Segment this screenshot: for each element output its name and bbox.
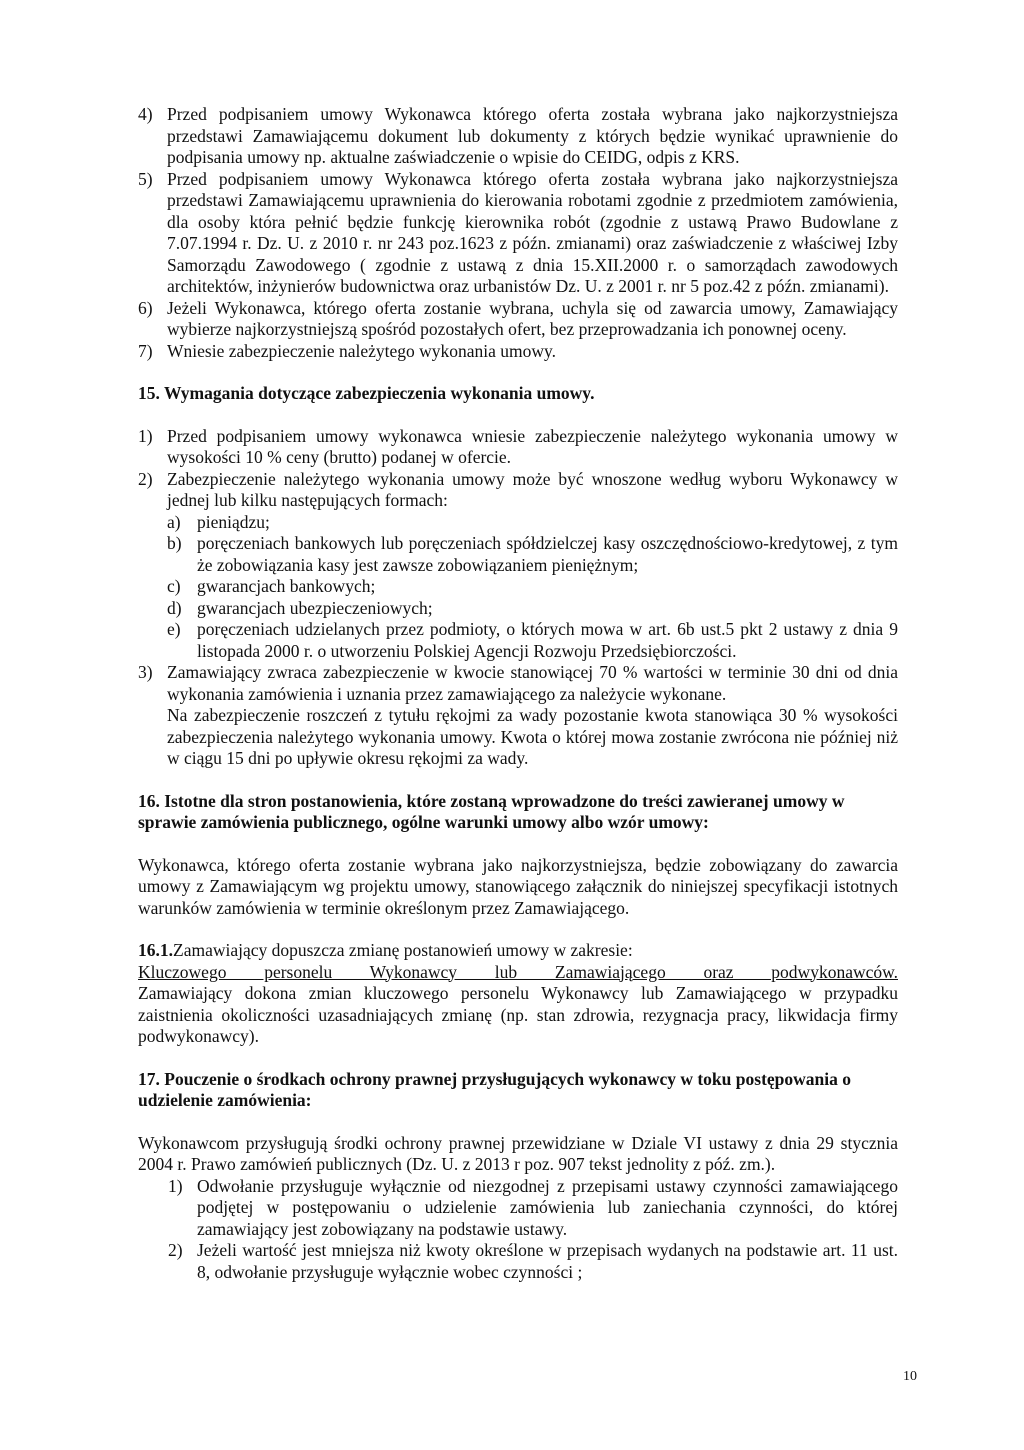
section-16-1-text: Zamawiający dokona zmian kluczowego personelu Wykonawcy lub Zamawiającego w przypadku zaistnienia okoliczności uzasadniających zmianę (np. stan zdrowia, rezygnacja pracy, likwidacja firmy podwykonawcy). bbox=[138, 983, 898, 1046]
list-item bbox=[167, 533, 898, 576]
list-item bbox=[167, 619, 898, 662]
item-letter: d) bbox=[167, 597, 182, 618]
list-item bbox=[167, 598, 898, 620]
list-item bbox=[168, 1240, 898, 1283]
item-text: Wniesie zabezpieczenie należytego wykonania umowy. bbox=[167, 340, 557, 361]
list-item bbox=[138, 298, 898, 341]
list-item bbox=[167, 512, 898, 534]
item-text: Przed podpisaniem umowy Wykonawca którego oferta została wybrana jako najkorzystniejsza przedstawi Zamawiającemu uprawnienia do kierowania robotami zgodnie z przedmiotem zamówienia, dla osoby która pełnić będzie funkcję kierownika robót (zgodnie z ustawą Prawo Budowlane z 7.07.1994 r. Dz. U. z 2010 r. nr 243 poz.1623 z późn. zmianami) oraz zaświadczenie z właściwej Izby Samorządu Zawodowego ( zgodnie z ustawą z dnia 15.XII.2000 r. o samorządach zawodowych architektów, inżynierów budownictwa oraz urbanistów Dz. U. z 2001 r. nr 5 poz.42 z późn. zmianami). bbox=[167, 168, 898, 296]
list-item bbox=[138, 426, 898, 469]
list-item bbox=[138, 341, 898, 363]
section-17-list bbox=[168, 1176, 898, 1284]
item-text: gwarancjach bankowych; bbox=[197, 576, 376, 596]
section-15-list bbox=[138, 426, 898, 770]
item-letter: c) bbox=[167, 576, 181, 596]
section-15-heading bbox=[138, 383, 898, 405]
item-text: Zamawiający zwraca zabezpieczenie w kwocie stanowiącej 70 % wartości w terminie 30 dni od dnia wykonania zamówienia i uznania przez zamawiającego za należycie wykonane. bbox=[167, 662, 898, 704]
item-text: poręczeniach bankowych lub poręczeniach spółdzielczej kasy oszczędnościowo-kredytowej, z tym że zobowiązania kasy jest zawsze zobowiązaniem pieniężnym; bbox=[197, 533, 898, 575]
section-number: 17. bbox=[138, 1068, 160, 1089]
section-title: Pouczenie o środkach ochrony prawnej przysługujących wykonawcy w toku postępowania o udzielenie zamówienia: bbox=[138, 1068, 852, 1110]
item-text: Odwołanie przysługuje wyłącznie od niezgodnej z przepisami ustawy czynności zamawiającego podjętej w postępowaniu o udzielenie zamówienia lub zaniechania czynności, do której zamawiający jest zobowiązany na podstawie ustawy. bbox=[197, 1175, 898, 1239]
item-number: 2) bbox=[168, 1240, 183, 1260]
list-item bbox=[167, 576, 898, 598]
item-number: 6) bbox=[138, 297, 153, 318]
item-text: Jeżeli wartość jest mniejsza niż kwoty określone w przepisach wydanych na podstawie art. 11 ust. 8, odwołanie przysługuje wyłącznie wobec czynności ; bbox=[197, 1240, 898, 1282]
section-16-1-intro bbox=[138, 940, 898, 962]
item-letter: a) bbox=[167, 511, 181, 532]
page-number: 10 bbox=[903, 1369, 917, 1384]
section-16-1-underlined: Kluczowego personelu Wykonawcy lub Zamawiającego oraz podwykonawców. bbox=[138, 961, 898, 982]
item-text: pieniądzu; bbox=[197, 511, 270, 532]
item-number: 4) bbox=[138, 104, 153, 124]
item-number: 1) bbox=[168, 1175, 183, 1196]
spacer bbox=[138, 919, 898, 940]
document-body bbox=[138, 104, 898, 1283]
list-item bbox=[138, 469, 898, 663]
section-16-paragraph: Wykonawca, którego oferta zostanie wybrana jako najkorzystniejsza, będzie zobowiązany do zawarcia umowy z Zamawiającym wg projektu umowy, stanowiącego załącznik do niniejszej specyfikacji istotnych warunków zamówienia w terminie określonym przez Zamawiającego. bbox=[138, 854, 898, 918]
subsection-number: 16.1. bbox=[138, 940, 173, 960]
item-text: poręczeniach udzielanych przez podmioty, o których mowa w art. 6b ust.5 pkt 2 ustawy z dnia 9 listopada 2000 r. o utworzeniu Polskiej Agencji Rozwoju Przedsiębiorczości. bbox=[197, 619, 898, 661]
item-letter: e) bbox=[167, 619, 181, 639]
section-title: Wymagania dotyczące zabezpieczenia wykonania umowy. bbox=[163, 383, 595, 403]
section-14-list bbox=[138, 104, 898, 362]
section-number: 15. bbox=[138, 383, 160, 403]
item-number: 1) bbox=[138, 425, 153, 446]
list-item bbox=[138, 104, 898, 169]
item-text: Przed podpisaniem umowy wykonawca wniesie zabezpieczenie należytego wykonania umowy w wysokości 10 % ceny (brutto) podanej w ofercie. bbox=[167, 425, 898, 467]
item-number: 7) bbox=[138, 340, 153, 361]
section-17-heading bbox=[138, 1069, 898, 1112]
section-17-paragraph: Wykonawcom przysługują środki ochrony prawnej przewidziane w Dziale VI ustawy z dnia 29 stycznia 2004 r. Prawo zamówień publicznych (Dz. U. z 2013 r poz. 907 tekst jednolity z póź. zm.). bbox=[138, 1132, 898, 1174]
item-text: Zabezpieczenie należytego wykonania umowy może być wnoszone według wyboru Wykonawcy w jednej lub kilku następujących formach: bbox=[167, 468, 898, 510]
section-16-heading bbox=[138, 791, 898, 834]
security-forms-list bbox=[167, 512, 898, 663]
item-letter: b) bbox=[167, 533, 182, 553]
section-number: 16. bbox=[138, 790, 160, 811]
item-continuation: Na zabezpieczenie roszczeń z tytułu rękojmi za wady pozostanie kwota stanowiąca 30 % wysokości zabezpieczenia należytego wykonania umowy. Kwota o której mowa zostanie zwrócona nie później niż w ciągu 15 dni po upływie okresu rękojmi za wady. bbox=[167, 705, 898, 768]
list-item bbox=[138, 662, 898, 770]
section-title: Istotne dla stron postanowienia, które zostaną wprowadzone do treści zawieranej umowy w sprawie zamówienia publicznego, ogólne warunki umowy albo wzór umowy: bbox=[138, 790, 845, 832]
item-text: Jeżeli Wykonawca, którego oferta zostanie wybrana, uchyla się od zawarcia umowy, Zamawiający wybierze najkorzystniejszą spośród pozostałych ofert, bez przeprowadzania ich ponownej oceny. bbox=[167, 297, 898, 339]
subsection-intro: Zamawiający dopuszcza zmianę postanowień umowy w zakresie: bbox=[173, 940, 633, 960]
item-number: 2) bbox=[138, 468, 153, 489]
list-item bbox=[138, 169, 898, 298]
list-item bbox=[168, 1176, 898, 1241]
item-text: gwarancjach ubezpieczeniowych; bbox=[197, 597, 433, 618]
item-text: Przed podpisaniem umowy Wykonawca którego oferta została wybrana jako najkorzystniejsza przedstawi Zamawiającemu dokument lub dokumenty z których będzie wynikać uprawnienie do podpisania umowy np. aktualne zaświadczenie o wpisie do CEIDG, odpis z KRS. bbox=[167, 104, 898, 167]
item-number: 3) bbox=[138, 662, 153, 682]
item-number: 5) bbox=[138, 168, 153, 189]
